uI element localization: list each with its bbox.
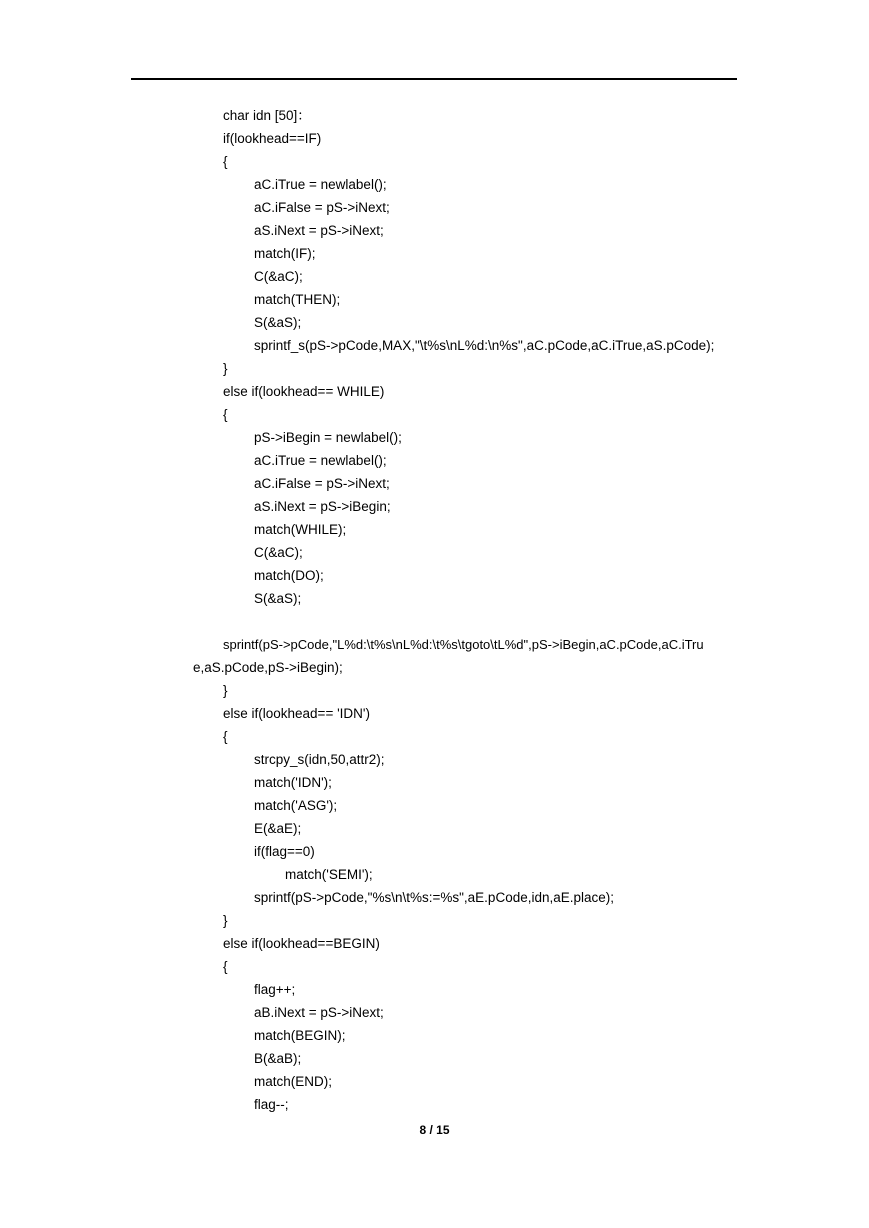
- code-line: {: [223, 729, 228, 744]
- header-rule: [131, 78, 737, 80]
- code-line: sprintf(pS->pCode,"%s\n\t%s:=%s",aE.pCode,idn,aE.place);: [254, 890, 615, 905]
- code-line: char idn [50]：: [223, 108, 311, 123]
- code-line: {: [223, 154, 228, 169]
- code-line: S(&aS);: [254, 315, 302, 330]
- code-line: sprintf_s(pS->pCode,MAX,"\t%s\nL%d:\n%s",aC.pCode,aC.iTrue,aS.pCode);: [254, 338, 715, 353]
- code-line: }: [223, 361, 228, 376]
- code-line: else if(lookhead== WHILE): [223, 384, 385, 399]
- code-line: match('ASG');: [254, 798, 338, 813]
- code-line: aB.iNext = pS->iNext;: [254, 1005, 384, 1020]
- code-line: sprintf(pS->pCode,"L%d:\t%s\nL%d:\t%s\tgoto\tL%d",pS->iBegin,aC.pCode,aC.iTru: [223, 637, 704, 652]
- code-line: else if(lookhead==BEGIN): [223, 936, 380, 951]
- page-number: 8 / 15: [419, 1123, 450, 1137]
- code-line: C(&aC);: [254, 269, 303, 284]
- code-line: {: [223, 407, 228, 422]
- code-line: E(&aE);: [254, 821, 302, 836]
- code-line: aC.iTrue = newlabel();: [254, 177, 387, 192]
- code-line: match(END);: [254, 1074, 333, 1089]
- code-line: S(&aS);: [254, 591, 302, 606]
- code-line: {: [223, 959, 228, 974]
- code-line: C(&aC);: [254, 545, 303, 560]
- code-line: if(lookhead==IF): [223, 131, 322, 146]
- code-line: match(WHILE);: [254, 522, 347, 537]
- code-line: aC.iTrue = newlabel();: [254, 453, 387, 468]
- code-line: match('SEMI');: [285, 867, 373, 882]
- code-line: strcpy_s(idn,50,attr2);: [254, 752, 385, 767]
- code-line: match(DO);: [254, 568, 324, 583]
- code-line: else if(lookhead== 'IDN'): [223, 706, 370, 721]
- code-line: match('IDN');: [254, 775, 332, 790]
- code-line: match(THEN);: [254, 292, 341, 307]
- code-line: aC.iFalse = pS->iNext;: [254, 476, 390, 491]
- code-line: aC.iFalse = pS->iNext;: [254, 200, 390, 215]
- code-line: flag++;: [254, 982, 296, 997]
- code-line-continuation: e,aS.pCode,pS->iBegin);: [193, 660, 343, 675]
- code-line: B(&aB);: [254, 1051, 302, 1066]
- code-line: aS.iNext = pS->iBegin;: [254, 499, 391, 514]
- code-line: match(IF);: [254, 246, 316, 261]
- code-line: match(BEGIN);: [254, 1028, 346, 1043]
- code-line: if(flag==0): [254, 844, 315, 859]
- code-line: }: [223, 683, 228, 698]
- code-line: aS.iNext = pS->iNext;: [254, 223, 384, 238]
- code-line: pS->iBegin = newlabel();: [254, 430, 402, 445]
- code-line: }: [223, 913, 228, 928]
- code-line: flag--;: [254, 1097, 289, 1112]
